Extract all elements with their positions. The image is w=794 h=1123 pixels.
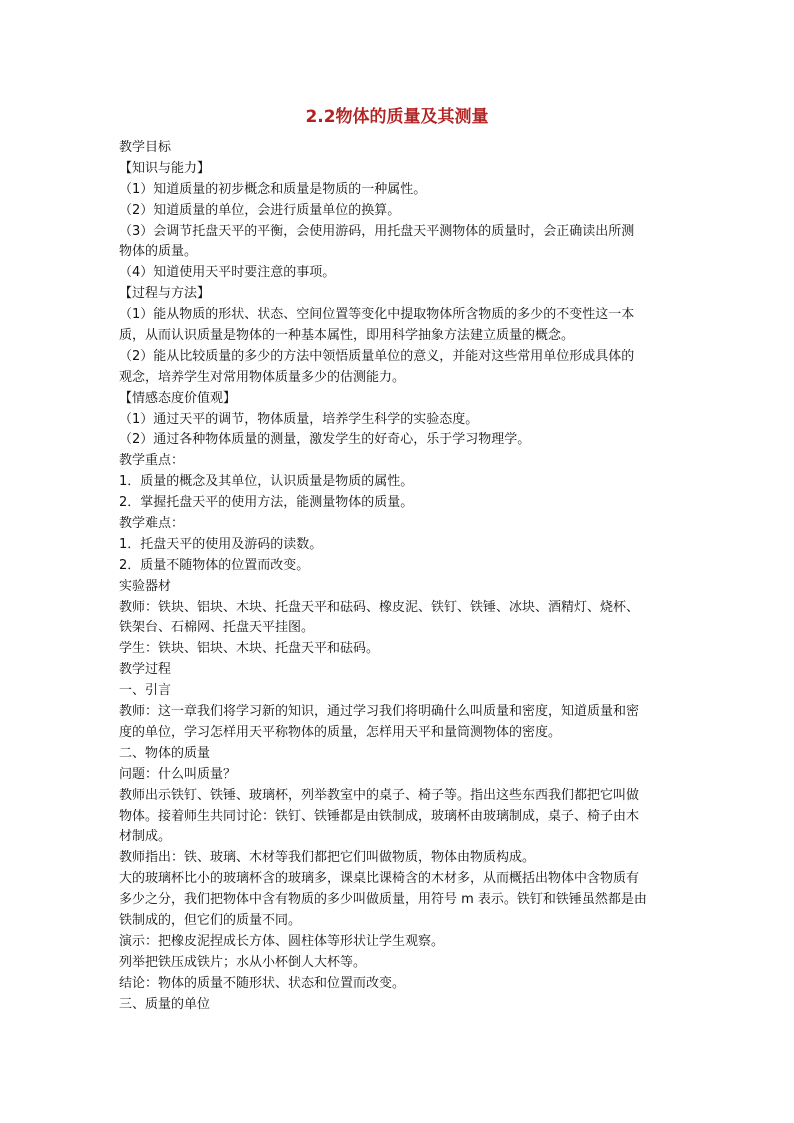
paragraph-line: 铁架台、石棉网、托盘天平挂图。 <box>119 620 315 636</box>
paragraph-line: 教师：铁块、铝块、木块、托盘天平和砝码、橡皮泥、铁钉、铁锤、冰块、酒精灯、烧杯、 <box>119 599 640 615</box>
section-heading-key-points: 教学重点： <box>119 453 185 469</box>
paragraph-line: 演示：把橡皮泥捏成长方体、圆柱体等形状让学生观察。 <box>119 933 445 949</box>
paragraph-line: 教师：这一章我们将学习新的知识，通过学习我们将明确什么叫质量和密度，知道质量和密 <box>119 704 640 720</box>
paragraph-line: 物体。接着师生共同讨论：铁钉、铁锤都是由铁制成，玻璃杯由玻璃制成，桌子、椅子由木 <box>119 808 640 824</box>
paragraph-line: 度的单位，学习怎样用天平称物体的质量，怎样用天平和量筒测物体的密度。 <box>119 724 562 740</box>
document-title: 2.2物体的质量及其测量 <box>305 107 489 127</box>
section-heading-equipment: 实验器材 <box>119 578 172 594</box>
paragraph-line: （2）通过各种物体质量的测量，激发学生的好奇心，乐于学习物理学。 <box>119 432 531 448</box>
paragraph-line: 材制成。 <box>119 829 172 845</box>
subheading-mass-of-object: 二、物体的质量 <box>119 745 211 761</box>
paragraph-line: （3）会调节托盘天平的平衡，会使用游码，用托盘天平测物体的质量时，会正确读出所测 <box>119 223 635 239</box>
subheading-mass-units: 三、质量的单位 <box>119 996 211 1012</box>
paragraph-line: （4）知道使用天平时要注意的事项。 <box>119 265 336 281</box>
paragraph-line: 铁制成的，但它们的质量不同。 <box>119 912 302 928</box>
paragraph-line: 观念，培养学生对常用物体质量多少的估测能力。 <box>119 369 406 385</box>
section-heading-difficulties: 教学难点： <box>119 516 185 532</box>
paragraph-line: （2）能从比较质量的多少的方法中领悟质量单位的意义，并能对这些常用单位形成具体的 <box>119 348 635 364</box>
paragraph-line: 问题：什么叫质量？ <box>119 766 237 782</box>
paragraph-line: 多少之分，我们把物体中含有物质的多少叫做质量，用符号 m 表示。铁钉和铁锤虽然都是由 <box>119 892 647 908</box>
subheading-knowledge-ability: 【知识与能力】 <box>119 160 211 176</box>
paragraph-line: 物体的质量。 <box>119 244 198 260</box>
paragraph-line: 列举把铁压成铁片；水从小杯倒人大杯等。 <box>119 954 367 970</box>
list-item: 1．托盘天平的使用及游码的读数。 <box>119 536 323 552</box>
section-heading-teaching-goals: 教学目标 <box>119 140 172 155</box>
paragraph-line: 教师指出：铁、玻璃、木材等我们都把它们叫做物质，物体由物质构成。 <box>119 850 536 866</box>
paragraph-line: （1）知道质量的初步概念和质量是物质的一种属性。 <box>119 181 427 197</box>
paragraph-line: 质，从而认识质量是物体的一种基本属性，即用科学抽象方法建立质量的概念。 <box>119 328 575 344</box>
paragraph-line: 教师出示铁钉、铁锤、玻璃杯，列举教室中的桌子、椅子等。指出这些东西我们都把它叫做 <box>119 787 640 803</box>
list-item: 2．掌握托盘天平的使用方法，能测量物体的质量。 <box>119 495 414 511</box>
document-body <box>119 138 684 1015</box>
list-item: 2．质量不随物体的位置而改变。 <box>119 557 310 573</box>
paragraph-line: 学生：铁块、铝块、木块、托盘天平和砝码。 <box>119 641 380 657</box>
paragraph-line: 结论：物体的质量不随形状、状态和位置而改变。 <box>119 975 406 991</box>
subheading-attitude-values: 【情感态度价值观】 <box>119 390 237 406</box>
list-item: 1．质量的概念及其单位，认识质量是物质的属性。 <box>119 474 414 490</box>
paragraph-line: 大的玻璃杯比小的玻璃杯含的玻璃多，课桌比课椅含的木材多，从而概括出物体中含物质有 <box>119 871 640 887</box>
subheading-process-method: 【过程与方法】 <box>119 286 211 302</box>
paragraph-line: （2）知道质量的单位，会进行质量单位的换算。 <box>119 202 401 218</box>
section-heading-teaching-process: 教学过程 <box>119 662 172 678</box>
paragraph-line: （1）通过天平的调节，物体质量，培养学生科学的实验态度。 <box>119 411 479 427</box>
subheading-introduction: 一、引言 <box>119 683 172 699</box>
paragraph-line: （1）能从物质的形状、状态、空间位置等变化中提取物体所含物质的多少的不变性这一本 <box>119 307 635 323</box>
